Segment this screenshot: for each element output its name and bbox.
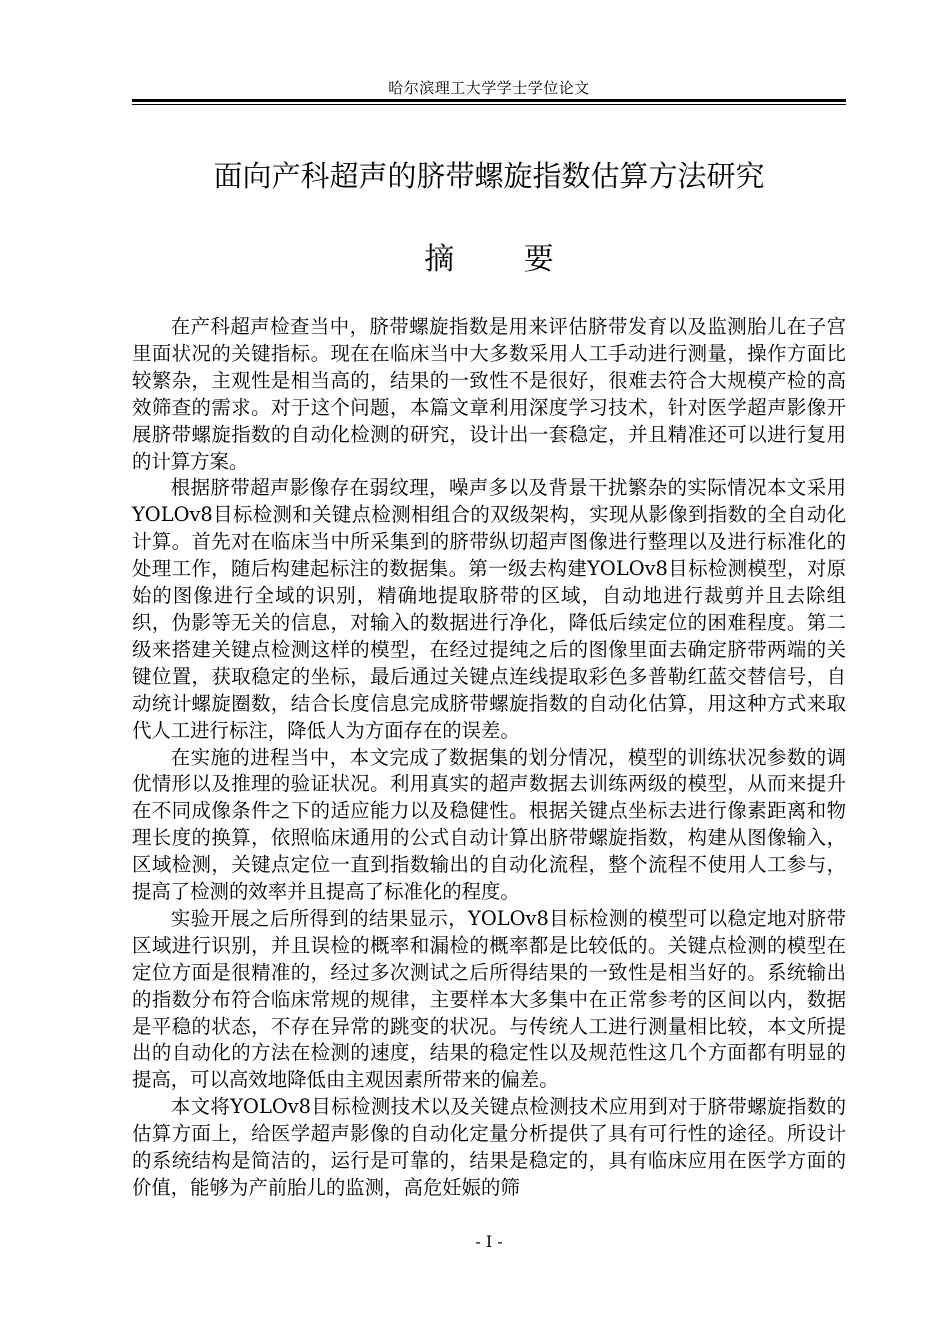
abstract-paragraph-3: 在实施的进程当中，本文完成了数据集的划分情况，模型的训练状况参数的调优情形以及推理的验证状况。利用真实的超声数据去训练两级的模型，从而来提升在不同成像条件之下的适应能力以及稳健性。根据关键点坐标去进行像素距离和物理长度的换算，依照临床通用的公式自动计算出脐带螺旋指数，构建从图像输入，区域检测，关键点定位一直到指数输出的自动化流程，整个流程不使用人工参与，提高了检测的效率并且提高了标准化的程度。	[132, 745, 846, 904]
abstract-body	[132, 314, 846, 1202]
abstract-paragraph-2: 根据脐带超声影像存在弱纹理，噪声多以及背景干扰繁杂的实际情况本文采用YOLOv8目标检测和关键点检测相组合的双级架构，实现从影像到指数的全自动化计算。首先对在临床当中所采集到的脐带纵切超声图像进行整理以及进行标准化的处理工作，随后构建起标注的数据集。第一级去构建YOLOv8目标检测模型，对原始的图像进行全域的识别，精确地提取脐带的区域，自动地进行裁剪并且去除组织，伪影等无关的信息，对输入的数据进行净化，降低后续定位的困难程度。第二级来搭建关键点检测这样的模型，在经过提纯之后的图像里面去确定脐带两端的关键位置，获取稳定的坐标，最后通过关键点连线提取彩色多普勒红蓝交替信号，自动统计螺旋圈数，结合长度信息完成脐带螺旋指数的自动化估算，用这种方式来取代人工进行标注，降低人为方面存在的误差。	[132, 476, 846, 742]
page-number: - I -	[475, 1232, 503, 1251]
header-rule-thick	[132, 99, 846, 102]
abstract-paragraph-5: 本文将YOLOv8目标检测技术以及关键点检测技术应用到对于脐带螺旋指数的估算方面上，给医学超声影像的自动化定量分析提供了具有可行性的途径。所设计的系统结构是简洁的，运行是可靠的，结果是稳定的，具有临床应用在医学方面的价值，能够为产前胎儿的监测，高危妊娠的筛	[132, 1095, 846, 1199]
abstract-paragraph-1: 在产科超声检查当中，脐带螺旋指数是用来评估脐带发育以及监测胎儿在子宫里面状况的关键指标。现在在临床当中大多数采用人工手动进行测量，操作方面比较繁杂，主观性是相当高的，结果的一致性不是很好，很难去符合大规模产检的高效筛查的需求。对于这个问题，本篇文章利用深度学习技术，针对医学超声影像开展脐带螺旋指数的自动化检测的研究，设计出一套稳定，并且精准还可以进行复用的计算方案。	[132, 315, 846, 473]
thesis-title: 面向产科超声的脐带螺旋指数估算方法研究	[213, 159, 765, 193]
running-header: 哈尔滨理工大学学士学位论文	[388, 79, 590, 97]
header-rule-thin	[132, 104, 846, 105]
abstract-heading: 摘 要	[424, 242, 584, 277]
abstract-paragraph-4: 实验开展之后所得到的结果显示，YOLOv8目标检测的模型可以稳定地对脐带区域进行识别，并且误检的概率和漏检的概率都是比较低的。关键点检测的模型在定位方面是很精准的，经过多次测试之后所得结果的一致性是相当好的。系统输出的指数分布符合临床常规的规律，主要样本大多集中在正常参考的区间以内，数据是平稳的状态，不存在异常的跳变的状况。与传统人工进行测量相比较，本文所提出的自动化的方法在检测的速度，结果的稳定性以及规范性这几个方面都有明显的提高，可以高效地降低由主观因素所带来的偏差。	[132, 906, 846, 1092]
